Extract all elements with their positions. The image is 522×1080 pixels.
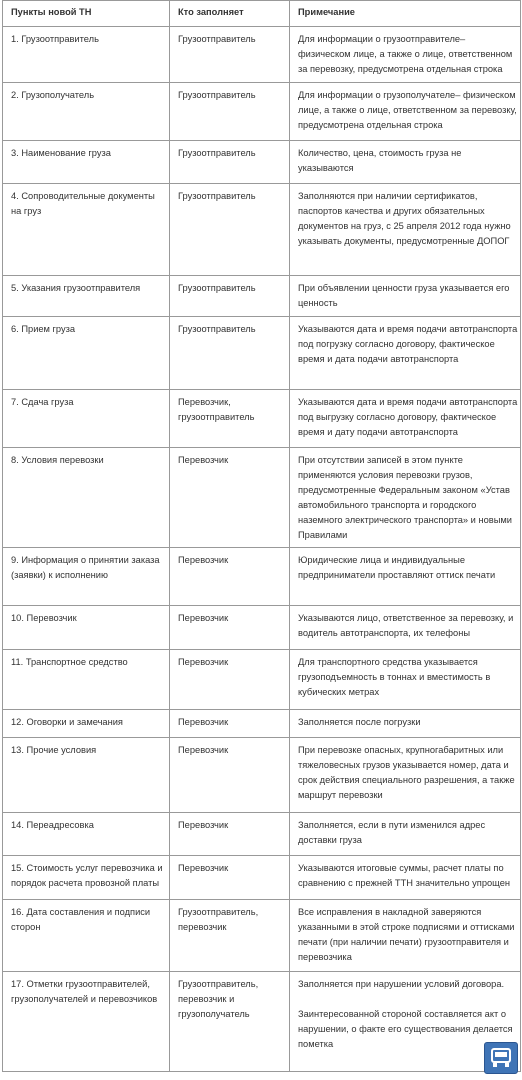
point-cell: 9. Информация о принятии заказа (заявки) к исполнению (3, 548, 170, 606)
point-cell: 14. Переадресовка (3, 813, 170, 856)
table-row (3, 276, 521, 317)
who-cell: Перевозчик (170, 650, 290, 710)
note-cell: Указываются лицо, ответственное за перевозку, и водитель автотранспорта, их телефоны (290, 606, 521, 650)
table-row (3, 710, 521, 738)
note-cell: Указываются дата и время подачи автотранспорта под выгрузку согласно договору, фактическое время и дату подачи автотранспорта (290, 390, 521, 448)
site-logo-icon (484, 1042, 518, 1074)
who-cell: Грузоотправитель (170, 276, 290, 317)
note-cell: Заполняется, если в пути изменился адрес доставки груза (290, 813, 521, 856)
point-cell: 6. Прием груза (3, 317, 170, 390)
point-cell: 4. Сопроводительные документы на груз (3, 184, 170, 276)
note-cell: При объявлении ценности груза указывается его ценность (290, 276, 521, 317)
who-cell: Перевозчик (170, 813, 290, 856)
note-cell: Заполняется после погрузки (290, 710, 521, 738)
table-row (3, 548, 521, 606)
who-cell: Грузоотправитель, перевозчик и грузополучатель (170, 972, 290, 1072)
header-who: Кто заполняет (170, 1, 290, 27)
note-cell: Все исправления в накладной заверяются указанными в этой строке подписями и оттисками печати (при наличии печати) грузоотправителя и перевозчика (290, 900, 521, 972)
point-cell: 7. Сдача груза (3, 390, 170, 448)
who-cell: Перевозчик (170, 856, 290, 900)
header-row (3, 1, 521, 27)
table-row (3, 27, 521, 83)
note-cell: Заполняются при наличии сертификатов, паспортов качества и других обязательных документов на груз, с 25 апреля 2012 года нужно указывать документы, предусмотренные ДОПОГ (290, 184, 521, 276)
point-cell: 10. Перевозчик (3, 606, 170, 650)
who-cell: Перевозчик (170, 606, 290, 650)
point-cell: 13. Прочие условия (3, 738, 170, 813)
point-cell: 1. Грузоотправитель (3, 27, 170, 83)
who-cell: Грузоотправитель (170, 83, 290, 141)
who-cell: Перевозчик (170, 710, 290, 738)
header-point: Пункты новой ТН (3, 1, 170, 27)
who-cell: Перевозчик (170, 448, 290, 548)
point-cell: 15. Стоимость услуг перевозчика и порядок расчета провозной платы (3, 856, 170, 900)
table-row (3, 317, 521, 390)
who-cell: Грузоотправитель (170, 141, 290, 184)
point-cell: 12. Оговорки и замечания (3, 710, 170, 738)
tn-table (2, 0, 521, 1072)
who-cell: Перевозчик (170, 738, 290, 813)
table-row (3, 972, 521, 1072)
note-cell: При отсутствии записей в этом пункте применяются условия перевозки грузов, предусмотренные Федеральным законом «Устав автомобильного транспорта и городского наземного электрического транспорта» и новыми Правилами (290, 448, 521, 548)
header-note: Примечание (290, 1, 521, 27)
note-cell: Указываются итоговые суммы, расчет платы по сравнению с прежней ТТН значительно упрощен (290, 856, 521, 900)
point-cell: 5. Указания грузоотправителя (3, 276, 170, 317)
table-row (3, 900, 521, 972)
point-cell: 11. Транспортное средство (3, 650, 170, 710)
note-cell: Количество, цена, стоимость груза не указываются (290, 141, 521, 184)
table-row (3, 448, 521, 548)
who-cell: Грузоотправитель (170, 317, 290, 390)
note-cell: Для информации о грузоотправителе– физическом лице, а также о лице, ответственном за перевозку, предусмотрена отдельная строка (290, 27, 521, 83)
note-cell: Указываются дата и время подачи автотранспорта под погрузку согласно договору, фактическое время и дата подачи автотранспорта (290, 317, 521, 390)
note-paragraph: Заинтересованной стороной составляется акт о нарушении, о факте его существования делается пометка (298, 1009, 513, 1049)
who-cell: Грузоотправитель, перевозчик (170, 900, 290, 972)
point-cell: 8. Условия перевозки (3, 448, 170, 548)
point-cell: 16. Дата составления и подписи сторон (3, 900, 170, 972)
table-row (3, 141, 521, 184)
note-cell: Для транспортного средства указывается грузоподъемность в тоннах и вместимость в кубических метрах (290, 650, 521, 710)
note-cell: При перевозке опасных, крупногабаритных или тяжеловесных грузов указывается номер, дата и срок действия специального разрешения, а также маршрут перевозки (290, 738, 521, 813)
table-row (3, 738, 521, 813)
note-cell: Юридические лица и индивидуальные предприниматели проставляют оттиск печати (290, 548, 521, 606)
table-row (3, 83, 521, 141)
point-cell: 17. Отметки грузоотправителей, грузополучателей и перевозчиков (3, 972, 170, 1072)
who-cell: Перевозчик (170, 548, 290, 606)
table-row (3, 390, 521, 448)
note-paragraph: Заполняется при нарушении условий договора. (298, 979, 505, 989)
table-row (3, 856, 521, 900)
who-cell: Грузоотправитель (170, 184, 290, 276)
who-cell: Грузоотправитель (170, 27, 290, 83)
point-cell: 3. Наименование груза (3, 141, 170, 184)
point-cell: 2. Грузополучатель (3, 83, 170, 141)
table-row (3, 606, 521, 650)
table-row (3, 184, 521, 276)
table-row (3, 813, 521, 856)
table-row (3, 650, 521, 710)
who-cell: Перевозчик, грузоотправитель (170, 390, 290, 448)
note-cell: Для информации о грузополучателе– физическом лице, а также о лице, ответственном за перевозку, предусмотрена отдельная строка (290, 83, 521, 141)
